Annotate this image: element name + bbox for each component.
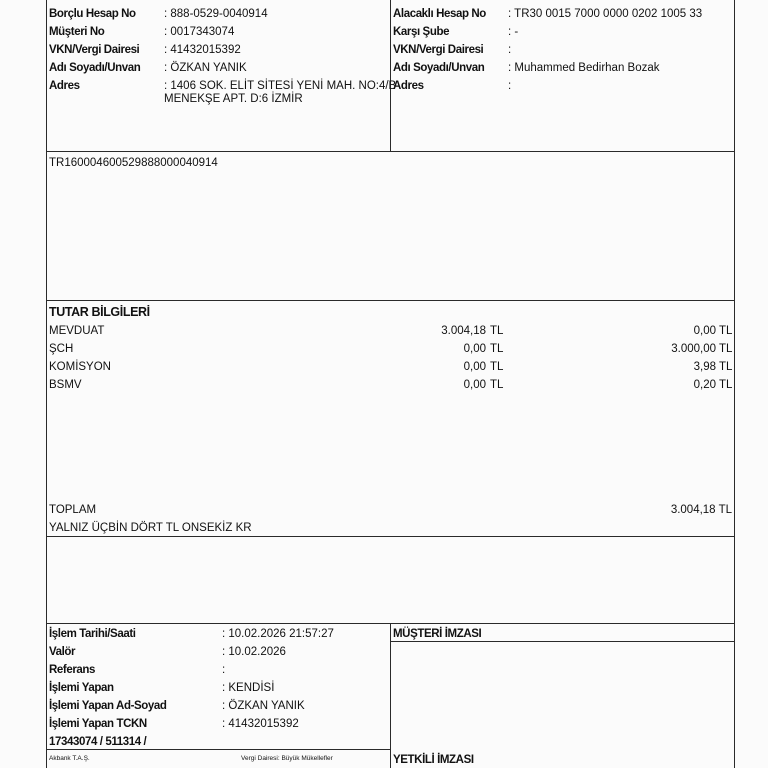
frame-left-line xyxy=(46,0,47,768)
tx-ref-label: Referans xyxy=(49,664,96,676)
middle-divider-top xyxy=(390,0,391,151)
creditor-name-label: Adı Soyadı/Unvan xyxy=(393,62,485,74)
amount-col1: 0,00 xyxy=(463,361,486,373)
creditor-name-value: : Muhammed Bedirhan Bozak xyxy=(508,62,660,74)
amount-col2-currency: TL xyxy=(719,343,733,355)
amount-label: KOMİSYON xyxy=(49,361,111,373)
creditor-account-label: Alacaklı Hesap No xyxy=(393,8,486,20)
separator-536 xyxy=(46,536,735,537)
amount-in-words: YALNIZ ÜÇBİN DÖRT TL ONSEKİZ KR xyxy=(49,522,252,534)
amount-col2: 3.000,00 xyxy=(671,343,716,355)
amount-label: ŞCH xyxy=(49,343,74,355)
amount-label: BSMV xyxy=(49,379,82,391)
tx-ref-code: 17343074 / 511314 / xyxy=(49,736,147,748)
amount-col2: 3,98 xyxy=(693,361,716,373)
frame-right-line xyxy=(734,0,735,768)
debtor-address-label: Adres xyxy=(49,80,80,92)
debtor-name-label: Adı Soyadı/Unvan xyxy=(49,62,141,74)
amount-col1-currency: TL xyxy=(490,361,504,373)
tx-valor-value: : 10.02.2026 xyxy=(222,646,286,658)
amount-col1: 3.004,18 xyxy=(441,325,486,337)
amounts-title: TUTAR BİLGİLERİ xyxy=(49,305,150,319)
amount-label: MEVDUAT xyxy=(49,325,105,337)
creditor-branch-value: : - xyxy=(508,26,519,38)
tx-by-tckn-value: : 41432015392 xyxy=(222,718,299,730)
tx-by-name-label: İşlemi Yapan Ad-Soyad xyxy=(49,700,167,712)
debtor-name-value: : ÖZKAN YANIK xyxy=(164,62,247,74)
amount-col2-currency: TL xyxy=(719,325,733,337)
creditor-branch-label: Karşı Şube xyxy=(393,26,450,38)
amount-col1-currency: TL xyxy=(490,325,504,337)
debtor-customer-label: Müşteri No xyxy=(49,26,105,38)
creditor-tax-label: VKN/Vergi Dairesi xyxy=(393,44,484,56)
separator-300 xyxy=(46,300,735,301)
debtor-tax-label: VKN/Vergi Dairesi xyxy=(49,44,140,56)
creditor-address-value: : xyxy=(508,80,512,92)
amount-col2-currency: TL xyxy=(719,361,733,373)
amount-col1-currency: TL xyxy=(490,379,504,391)
tx-valor-label: Valör xyxy=(49,646,76,658)
signature-header-line xyxy=(390,641,735,642)
debtor-address-line2: MENEKŞE APT. D:6 İZMİR xyxy=(164,93,303,105)
customer-signature-label: MÜŞTERİ İMZASI xyxy=(393,628,482,640)
total-label: TOPLAM xyxy=(49,504,97,516)
debtor-customer-value: : 0017343074 xyxy=(164,26,235,38)
tx-date-label: İşlem Tarihi/Saati xyxy=(49,628,136,640)
amount-col2-currency: TL xyxy=(719,379,733,391)
debtor-account-value: : 888-0529-0040914 xyxy=(164,8,268,20)
creditor-address-label: Adres xyxy=(393,80,424,92)
footer-tax-office: Vergi Dairesi: Büyük Mükellefler xyxy=(241,755,333,762)
amount-col1-currency: TL xyxy=(490,343,504,355)
footer-line xyxy=(46,749,391,750)
tx-by-tckn-label: İşlemi Yapan TCKN xyxy=(49,718,147,730)
total-value: 3.004,18 TL xyxy=(670,504,732,516)
tx-ref-value: : xyxy=(222,664,226,676)
separator-151 xyxy=(46,151,735,152)
amount-col1: 0,00 xyxy=(463,343,486,355)
iban-text: TR160004600529888000040914 xyxy=(49,157,218,169)
tx-by-value: : KENDİSİ xyxy=(222,682,275,694)
middle-divider-bottom xyxy=(390,623,391,768)
creditor-account-value: : TR30 0015 7000 0000 0202 1005 33 xyxy=(508,8,703,20)
footer-bank-name: Akbank T.A.Ş. xyxy=(49,755,90,762)
authorized-signature-label: YETKİLİ İMZASI xyxy=(393,754,474,766)
debtor-account-label: Borçlu Hesap No xyxy=(49,8,136,20)
tx-by-label: İşlemi Yapan xyxy=(49,682,114,694)
amount-col2: 0,20 xyxy=(693,379,716,391)
tx-by-name-value: : ÖZKAN YANIK xyxy=(222,700,305,712)
amount-col1: 0,00 xyxy=(463,379,486,391)
debtor-tax-value: : 41432015392 xyxy=(164,44,241,56)
tx-date-value: : 10.02.2026 21:57:27 xyxy=(222,628,334,640)
separator-623 xyxy=(46,623,735,624)
debtor-address-line1: : 1406 SOK. ELİT SİTESİ YENİ MAH. NO:4/B xyxy=(164,80,397,92)
creditor-tax-value: : xyxy=(508,44,512,56)
amount-col2: 0,00 xyxy=(693,325,716,337)
